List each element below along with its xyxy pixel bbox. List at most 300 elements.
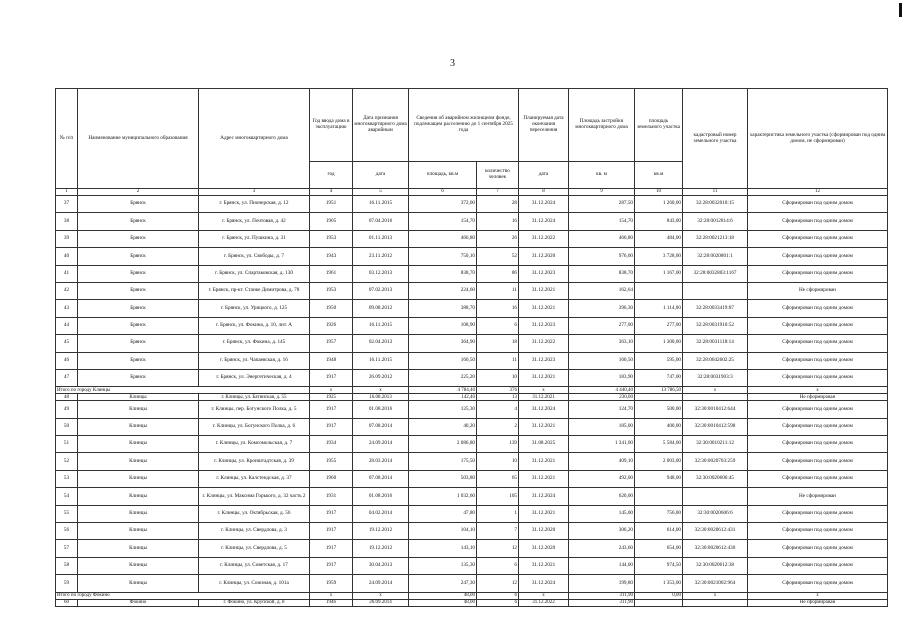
table-cell: 1905 <box>310 213 353 230</box>
subheader-date2: дата <box>519 162 569 189</box>
table-cell: 09.08.2012 <box>353 300 409 317</box>
table-row <box>56 470 888 487</box>
table-cell: 1934 <box>310 436 353 453</box>
table-cell: Сформирован под одним домом <box>748 265 888 282</box>
table-cell: 484,00 <box>635 230 683 247</box>
table-cell: 277,00 <box>569 317 635 334</box>
table-cell: 03.12.2013 <box>353 265 409 282</box>
table-cell: 32:30:0020606:45 <box>683 470 748 487</box>
table-cell: 31.12.2024 <box>519 213 569 230</box>
table-cell: 376 <box>477 387 519 394</box>
table-cell: 31.12.2023 <box>519 352 569 369</box>
table-cell: г. Брянск, ул. Фокина, д. 145 <box>199 335 310 352</box>
table-cell: г. Фокино, ул. Крупской, д. 8 <box>199 599 310 606</box>
table-cell: Клинцы <box>78 557 199 574</box>
table-cell: Клинцы <box>78 505 199 522</box>
table-cell: Сформирован под одним домом <box>748 401 888 418</box>
table-cell: г. Клинцы, ул. Кронштадтская, д. 39 <box>199 453 310 470</box>
table-cell: Сформирован под одним домом <box>748 575 888 592</box>
table-row <box>56 394 888 401</box>
table-cell: 105 <box>477 488 519 505</box>
table-cell: 6 <box>477 599 519 606</box>
table-cell: 12 <box>477 540 519 557</box>
table-cell: 1917 <box>310 401 353 418</box>
table-cell: 31.12.2022 <box>519 230 569 247</box>
table-row <box>56 540 888 557</box>
table-cell: 32:30:0020612:38 <box>683 557 748 574</box>
table-cell: 07.04.2016 <box>353 213 409 230</box>
table-cell: 32:28:0031910:52 <box>683 317 748 334</box>
table-cell: 52 <box>477 248 519 265</box>
table-cell: 32:30:0010412:644 <box>683 401 748 418</box>
table-cell: 26.09.2012 <box>353 369 409 386</box>
table-cell: 139 <box>477 436 519 453</box>
table-cell: 16.11.2015 <box>353 196 409 213</box>
table-cell: 1948 <box>310 352 353 369</box>
table-cell: 364,90 <box>409 335 477 352</box>
column-number: 4 <box>310 189 353 196</box>
table-row <box>56 230 888 247</box>
table-cell: 1917 <box>310 505 353 522</box>
table-cell: Сформирован под одним домом <box>748 352 888 369</box>
table-cell: 125,30 <box>409 401 477 418</box>
table-cell: 500,00 <box>635 401 683 418</box>
table-cell: 32:28:0033419:87 <box>683 300 748 317</box>
table-cell: Брянск <box>78 248 199 265</box>
table-row <box>56 436 888 453</box>
housing-register-table <box>55 88 888 607</box>
table-cell: 60 <box>56 599 78 606</box>
header-build-area: Площадь застройки многоквартирного дома <box>569 89 635 162</box>
table-cell <box>683 488 748 505</box>
table-cell: 1 167,00 <box>635 265 683 282</box>
table-cell: 1951 <box>310 196 353 213</box>
header-land-char: характеристика земельного участка (сформирован под одним домом, не сформирован) <box>748 89 888 189</box>
table-cell: 6 <box>477 317 519 334</box>
table-cell: г. Клинцы, ул. Батинская, д. 55 <box>199 394 310 401</box>
table-row <box>56 248 888 265</box>
table-cell: 492,00 <box>569 470 635 487</box>
table-cell: 31.12.2021 <box>519 505 569 522</box>
table-cell: 19.12.2012 <box>353 540 409 557</box>
table-cell: 388,70 <box>409 300 477 317</box>
header-cadastral: кадастровый номер земельного участка <box>683 89 748 189</box>
table-cell: 160,50 <box>409 352 477 369</box>
table-cell: 2 <box>477 418 519 435</box>
table-cell: 32:30:0020606:6 <box>683 505 748 522</box>
table-cell <box>683 599 748 606</box>
table-cell: 49 <box>56 401 78 418</box>
table-cell: 11 <box>477 352 519 369</box>
table-cell: 16 <box>477 300 519 317</box>
table-row <box>56 575 888 592</box>
table-cell: 363,10 <box>569 335 635 352</box>
table-cell: 02.04.2013 <box>353 335 409 352</box>
table-cell: 32:28:0012814:6 <box>683 213 748 230</box>
table-cell: 1925 <box>310 394 353 401</box>
table-cell: 24.09.2014 <box>353 575 409 592</box>
table-cell: 32:30:0010211:12 <box>683 436 748 453</box>
table-cell: 52 <box>56 453 78 470</box>
table-cell: г. Клинцы, ул. Октябрьская, д. 56 <box>199 505 310 522</box>
table-cell: 48,00 <box>409 599 477 606</box>
table-cell: 55 <box>56 505 78 522</box>
table-cell: 26.09.2014 <box>353 599 409 606</box>
table-cell: г. Брянск, пр-кт. Станке Димитрова, д. 78 <box>199 282 310 299</box>
table-cell: г. Брянск, ул. Пионерская, д. 12 <box>199 196 310 213</box>
table-cell: 311,90 <box>569 599 635 606</box>
table-cell: x <box>683 387 748 394</box>
table-cell: г. Клинцы, ул. Богунского Полка, д. 6 <box>199 418 310 435</box>
table-cell: Брянск <box>78 335 199 352</box>
table-cell: г. Клинцы, ул. Комсомольская, д. 7 <box>199 436 310 453</box>
table-cell: 48 <box>56 394 78 401</box>
column-number: 6 <box>409 189 477 196</box>
table-cell: 31.12.2021 <box>519 300 569 317</box>
table-cell: 13 <box>477 394 519 401</box>
table-cell: 3 728,00 <box>635 248 683 265</box>
table-cell: 1926 <box>310 317 353 334</box>
table-cell: 32:28:0031903:3 <box>683 369 748 386</box>
table-cell: 43 <box>56 300 78 317</box>
table-cell: 24.09.2014 <box>353 436 409 453</box>
column-numbers-row <box>56 189 888 196</box>
subheader-area: площадь, кв.м <box>409 162 477 189</box>
table-cell: Не сформирован <box>748 282 888 299</box>
table-cell: 10 <box>477 369 519 386</box>
table-cell: г. Брянск, ул. Фокина, д. 10, лит. А <box>199 317 310 334</box>
table-cell: г. Клинцы, ул. Союзная, д. 101а <box>199 575 310 592</box>
table-cell: 409,10 <box>569 453 635 470</box>
header-housing-info: Сведения об аварийном жилищном фонде, подлежащем расселению до 1 сентября 2025 года <box>409 89 519 162</box>
table-cell <box>635 599 683 606</box>
table-cell: 400,00 <box>635 418 683 435</box>
subheader-sqm: кв. м <box>569 162 635 189</box>
table-row <box>56 300 888 317</box>
table-cell: 10 <box>477 453 519 470</box>
table-cell: г. Брянск, ул. Чапаевская, д. 16 <box>199 352 310 369</box>
table-row <box>56 505 888 522</box>
table-cell: 01.08.2016 <box>353 401 409 418</box>
table-cell: Клинцы <box>78 470 199 487</box>
table-cell: x <box>353 387 409 394</box>
table-cell: 750,10 <box>409 248 477 265</box>
table-cell: 42 <box>56 282 78 299</box>
table-cell <box>635 488 683 505</box>
table-cell: Брянск <box>78 282 199 299</box>
table-cell: 32:30:0020612:430 <box>683 540 748 557</box>
table-cell: 183,90 <box>569 369 635 386</box>
table-cell: 32:30:0010412:598 <box>683 418 748 435</box>
table-cell: Клинцы <box>78 540 199 557</box>
table-cell: 48,00 <box>409 592 477 599</box>
table-row <box>56 317 888 334</box>
table-cell: 142,40 <box>409 394 477 401</box>
table-cell: 44 <box>56 317 78 334</box>
table-cell: 1917 <box>310 418 353 435</box>
table-cell: 32:28:0032010:15 <box>683 196 748 213</box>
table-cell: 2 003,00 <box>635 453 683 470</box>
header-municipality: Наименование муниципального образования <box>78 89 199 189</box>
table-cell: 396,30 <box>569 300 635 317</box>
table-cell: Сформирован под одним домом <box>748 230 888 247</box>
table-cell: Брянск <box>78 265 199 282</box>
table-cell: 4 440,40 <box>569 387 635 394</box>
table-row <box>56 369 888 386</box>
table-cell: x <box>748 387 888 394</box>
table-cell: 32:28:0021213:18 <box>683 230 748 247</box>
table-cell: 26 <box>477 230 519 247</box>
table-cell: 175,50 <box>409 453 477 470</box>
column-number: 12 <box>748 189 888 196</box>
table-cell: 4 <box>477 401 519 418</box>
table-cell: г. Клинцы, ул. Калстендская, д. 37 <box>199 470 310 487</box>
table-cell: Не сформирован <box>748 394 888 401</box>
subheader-people: количество человек <box>477 162 519 189</box>
table-row <box>56 335 888 352</box>
table-cell: 838,70 <box>569 265 635 282</box>
table-cell: 12 <box>477 575 519 592</box>
table-cell: 86 <box>477 265 519 282</box>
table-cell: Клинцы <box>78 453 199 470</box>
table-cell: Сформирован под одним домом <box>748 523 888 540</box>
table-cell: 135,30 <box>409 557 477 574</box>
table-body <box>56 196 888 607</box>
table-cell: 1953 <box>310 282 353 299</box>
table-cell: 756,00 <box>635 505 683 522</box>
table-cell: Сформирован под одним домом <box>748 453 888 470</box>
table-cell: 225,20 <box>409 369 477 386</box>
subheader-year: год <box>310 162 353 189</box>
table-cell: 31.12.2021 <box>519 557 569 574</box>
table-cell: 277,00 <box>635 317 683 334</box>
table-cell: 31.12.2023 <box>519 317 569 334</box>
column-number: 10 <box>635 189 683 196</box>
table-cell: x <box>310 387 353 394</box>
header-date-recognition: Дата признания многоквартирного дома аварийным <box>353 89 409 162</box>
table-row <box>56 282 888 299</box>
table-cell <box>635 394 683 401</box>
column-number: 2 <box>78 189 199 196</box>
table-cell: 31.12.2024 <box>519 488 569 505</box>
table-cell: 45 <box>56 335 78 352</box>
table-cell: 1961 <box>310 265 353 282</box>
table-cell: 1 341,00 <box>569 436 635 453</box>
column-number: 5 <box>353 189 409 196</box>
table-cell: 16.11.2015 <box>353 317 409 334</box>
table-cell: 6 <box>477 592 519 599</box>
table-cell: 620,00 <box>569 488 635 505</box>
table-cell: 19.12.2012 <box>353 523 409 540</box>
subtotal-row <box>56 387 888 394</box>
table-cell: 31.12.2021 <box>519 418 569 435</box>
table-cell: 654,00 <box>635 540 683 557</box>
column-number: 9 <box>569 189 635 196</box>
table-cell: 38 <box>56 213 78 230</box>
table-cell: 39 <box>56 230 78 247</box>
table-cell: Сформирован под одним домом <box>748 557 888 574</box>
table-cell: Клинцы <box>78 523 199 540</box>
table-cell: Сформирован под одним домом <box>748 540 888 557</box>
table-cell: 976,00 <box>569 248 635 265</box>
table-cell: 124,70 <box>569 401 635 418</box>
table-row <box>56 488 888 505</box>
table-row <box>56 453 888 470</box>
table-cell: 306,20 <box>569 523 635 540</box>
table-cell: 108,90 <box>409 317 477 334</box>
table-cell: x <box>748 592 888 599</box>
table-cell: Сформирован под одним домом <box>748 470 888 487</box>
column-number: 1 <box>56 189 78 196</box>
table-cell: 1946 <box>310 599 353 606</box>
table-cell: 154,70 <box>409 213 477 230</box>
table-cell: Сформирован под одним домом <box>748 248 888 265</box>
header-year-in: Год ввода дома в эксплуатацию <box>310 89 353 162</box>
table-cell: 1917 <box>310 557 353 574</box>
table-cell: 23.11.2012 <box>353 248 409 265</box>
table-cell: 31.12.2024 <box>519 196 569 213</box>
table-cell: г. Клинцы, ул. Советская, д. 17 <box>199 557 310 574</box>
column-number: 7 <box>477 189 519 196</box>
table-cell: 595,00 <box>635 352 683 369</box>
page-number: 3 <box>450 58 455 69</box>
column-number: 11 <box>683 189 748 196</box>
table-cell: 466,80 <box>569 230 635 247</box>
table-cell: x <box>683 592 748 599</box>
table-cell: 6 <box>477 557 519 574</box>
table-cell: г. Клинцы, ул. Максима Горького, д. 32 часть 2 <box>199 488 310 505</box>
table-cell: 01.08.2016 <box>353 488 409 505</box>
table-cell: 04.02.2014 <box>353 505 409 522</box>
table-row <box>56 557 888 574</box>
table-cell: 11 <box>477 282 519 299</box>
table-cell: 32:30:0020612:431 <box>683 523 748 540</box>
table-cell: 53 <box>56 470 78 487</box>
table-cell: 974,50 <box>635 557 683 574</box>
table-cell: Клинцы <box>78 436 199 453</box>
table-cell: 32:28:0032803:1167 <box>683 265 748 282</box>
table-row <box>56 352 888 369</box>
table-cell: Сформирован под одним домом <box>748 317 888 334</box>
table-cell: 5 584,00 <box>635 436 683 453</box>
table-cell: 1 260,00 <box>635 196 683 213</box>
table-cell: Сформирован под одним домом <box>748 369 888 386</box>
table-cell: Клинцы <box>78 575 199 592</box>
page-corner-mark <box>899 3 902 17</box>
table-cell: 145,00 <box>569 505 635 522</box>
table-cell: 7 <box>477 523 519 540</box>
table-cell: 65 <box>477 470 519 487</box>
table-cell: Сформирован под одним домом <box>748 196 888 213</box>
table-cell: 07.08.2014 <box>353 470 409 487</box>
header-planned-date: Планируемая дата окончания переселения <box>519 89 569 162</box>
table-cell <box>683 282 748 299</box>
table-cell: 16 <box>477 213 519 230</box>
table-cell: 31.12.2021 <box>519 369 569 386</box>
table-cell: г. Брянск, ул. Урицкого, д. 125 <box>199 300 310 317</box>
table-cell: 311,90 <box>569 592 635 599</box>
table-cell: 32:28:0020801:1 <box>683 248 748 265</box>
table-cell: 503,80 <box>409 470 477 487</box>
table-cell: 162,64 <box>569 282 635 299</box>
table-cell: 31.12.2021 <box>519 453 569 470</box>
table-cell: 31.12.2024 <box>519 401 569 418</box>
table-cell <box>635 282 683 299</box>
table-cell: 54 <box>56 488 78 505</box>
table-cell: x <box>353 592 409 599</box>
table-cell: Брянск <box>78 317 199 334</box>
table-cell: 948,00 <box>635 470 683 487</box>
table-cell: 143,10 <box>409 540 477 557</box>
table-cell: 18 <box>477 335 519 352</box>
table-cell: Клинцы <box>78 401 199 418</box>
table-cell: 199,80 <box>569 575 635 592</box>
table-cell: 144,00 <box>569 557 635 574</box>
table-row <box>56 599 888 606</box>
table-cell: 1917 <box>310 523 353 540</box>
table-cell: 843,00 <box>635 213 683 230</box>
table-cell: 07.02.2013 <box>353 282 409 299</box>
table-cell: x <box>310 592 353 599</box>
table-cell: 47,80 <box>409 505 477 522</box>
table-cell: x <box>519 387 569 394</box>
table-cell: 31.12.2022 <box>519 335 569 352</box>
table-cell: 40,20 <box>409 418 477 435</box>
table-cell: г. Брянск, ул. Энергетическая, д. 4 <box>199 369 310 386</box>
table-cell: 1 <box>477 505 519 522</box>
subheader-date: дата <box>353 162 409 189</box>
table-cell: 2 086,80 <box>409 436 477 453</box>
table-cell: 0,00 <box>635 592 683 599</box>
table-cell: Сформирован под одним домом <box>748 335 888 352</box>
table-row <box>56 523 888 540</box>
table-cell: 28.03.2014 <box>353 453 409 470</box>
table-cell: 28 <box>477 196 519 213</box>
table-cell: 13 786,50 <box>635 387 683 394</box>
table-cell: 287,50 <box>569 196 635 213</box>
column-number: 8 <box>519 189 569 196</box>
table-cell: 466,80 <box>409 230 477 247</box>
table-cell: Сформирован под одним домом <box>748 213 888 230</box>
table-cell: 1917 <box>310 540 353 557</box>
table-cell: 1957 <box>310 335 353 352</box>
table-cell: 56 <box>56 523 78 540</box>
table-cell: 30.04.2013 <box>353 557 409 574</box>
table-cell: 614,00 <box>635 523 683 540</box>
subheader-sqm2: кв.м <box>635 162 683 189</box>
table-cell: 1960 <box>310 470 353 487</box>
table-cell: Брянск <box>78 196 199 213</box>
table-cell: Брянск <box>78 213 199 230</box>
table-cell: 247,30 <box>409 575 477 592</box>
table-cell: 160,50 <box>569 352 635 369</box>
table-cell: г. Клинцы, пер. Богунского Полка, д. 5 <box>199 401 310 418</box>
table-cell: 1 300,00 <box>635 335 683 352</box>
table-cell: 1917 <box>310 369 353 386</box>
table-cell: 243,60 <box>569 540 635 557</box>
table-row <box>56 265 888 282</box>
table-cell: 37 <box>56 196 78 213</box>
table-cell: 1 353,00 <box>635 575 683 592</box>
table-cell: 07.08.2014 <box>353 418 409 435</box>
table-cell: 16.08.2013 <box>353 394 409 401</box>
header-num: № п/п <box>56 89 78 189</box>
table-cell: 372,00 <box>409 196 477 213</box>
subtotal-row <box>56 592 888 599</box>
table-cell: Клинцы <box>78 394 199 401</box>
table-cell: 47 <box>56 369 78 386</box>
column-number: 3 <box>199 189 310 196</box>
